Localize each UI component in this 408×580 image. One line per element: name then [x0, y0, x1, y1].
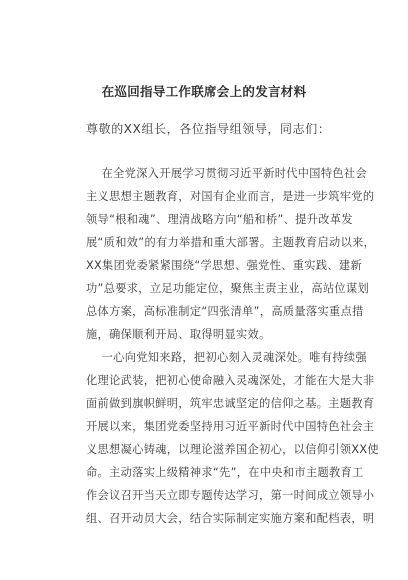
document-title: 在巡回指导工作联席会上的发言材料 — [101, 84, 307, 99]
paragraph-line: 义思想凝心铸魂，以理论滋养国企初心，以信仰引领XX使 — [86, 443, 379, 456]
paragraph-line: 在全党深入开展学习贯彻习近平新时代中国特色社会 — [86, 167, 367, 180]
paragraph-line: 展“质和效”的有力举措和重大部署。主题教育启动以来， — [86, 236, 376, 249]
paragraph-line: 组、召开动员大会，结合实际制定实施方案和配档表，明 — [86, 512, 375, 525]
paragraph-line: XX集团党委紧紧围绕“学思想、强党性、重实践、建新 — [86, 259, 363, 272]
paragraph-line: 命。主动落实上级精神求“先”，在中央和市主题教育工 — [86, 466, 364, 479]
paragraph-line: 主义思想主题教育，对国有企业而言，是进一步筑牢党的 — [86, 190, 375, 203]
paragraph-line: 开展以来，集团党委坚持用习近平新时代中国特色社会主 — [86, 420, 375, 433]
paragraph-line: 一心向党知来路，把初心刻入灵魂深处。唯有持续强 — [86, 351, 367, 364]
paragraph-line: 作会议召开当天立即专题传达学习，第一时间成立领导小 — [86, 489, 375, 502]
paragraph-line: 面前做到旗帜鲜明，筑牢忠诚坚定的信仰之基。主题教育 — [86, 397, 375, 410]
paragraph-1 — [86, 162, 376, 346]
paragraph-line: 化理论武装，把初心使命融入灵魂深处，才能在大是大非 — [86, 374, 375, 387]
paragraph-line: 领导“根和魂”、理清战略方向“船和桥”、提升改革发 — [86, 213, 353, 226]
paragraph-line: 施，确保顺利开局、取得明显实效。 — [86, 328, 271, 341]
salutation: 尊敬的XX组长，各位指导组领导，同志们： — [86, 122, 331, 136]
paragraph-line: 功”总要求，立足功能定位，聚焦主责主业，高站位谋划 — [86, 282, 370, 295]
paragraph-2 — [86, 346, 379, 530]
paragraph-line: 总体方案，高标准制定“四张清单”，高质量落实重点措 — [86, 305, 364, 318]
